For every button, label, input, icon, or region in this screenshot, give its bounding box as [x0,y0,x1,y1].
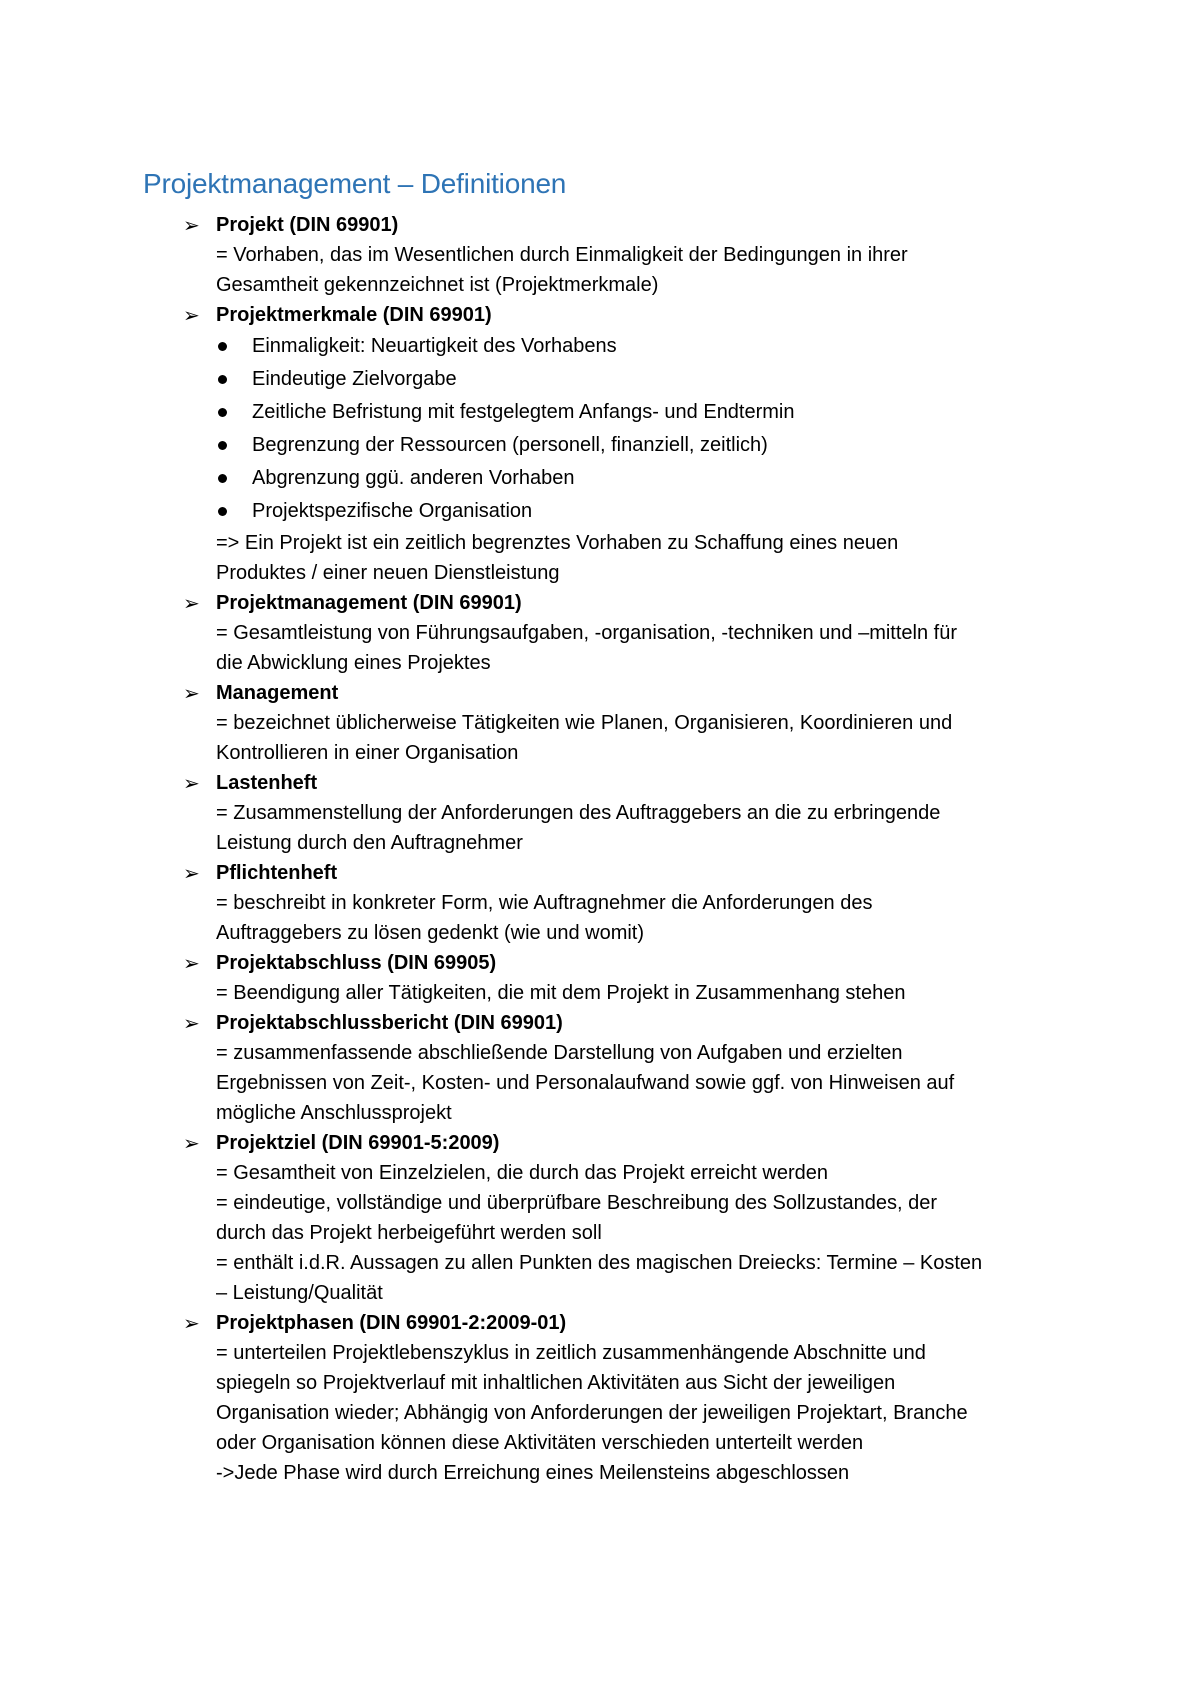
arrowhead-bullet-icon: ➢ [183,953,200,975]
arrowhead-bullet-icon: ➢ [183,1133,200,1155]
arrowhead-bullet-icon: ➢ [183,305,200,327]
definition-text-line: = Zusammenstellung der Anforderungen des Auftraggebers an die zu erbringende [216,802,941,824]
definition-heading: Projektphasen (DIN 69901-2:2009-01) [216,1312,567,1334]
definition-heading: Projektziel (DIN 69901-5:2009) [216,1132,500,1154]
arrowhead-bullet-icon: ➢ [183,215,200,237]
definition-heading: Pflichtenheft [216,862,338,884]
definition-text-line: = beschreibt in konkreter Form, wie Auftragnehmer die Anforderungen des [216,892,873,914]
list-item [216,429,1083,462]
arrowhead-bullet-icon: ➢ [183,1313,200,1335]
list-item [216,495,1083,528]
definition-entry [183,300,1083,588]
definition-text-line: = unterteilen Projektlebenszyklus in zeitlich zusammenhängende Abschnitte und [216,1342,926,1364]
list-item-text: Zeitliche Befristung mit festgelegtem Anfangs- und Endtermin [252,401,795,423]
round-bullet-icon [218,408,227,417]
definition-heading: Projekt (DIN 69901) [216,214,399,236]
definition-text-line: = enthält i.d.R. Aussagen zu allen Punkten des magischen Dreiecks: Termine – Kosten [216,1252,983,1274]
definition-text-line: Organisation wieder; Abhängig von Anforderungen der jeweiligen Projektart, Branche [216,1402,968,1424]
definition-entry [183,858,1083,948]
list-item [216,396,1083,429]
round-bullet-icon [218,375,227,384]
definition-text-line: Produktes / einer neuen Dienstleistung [216,562,560,584]
definition-heading: Projektmanagement (DIN 69901) [216,592,522,614]
definition-text-line: – Leistung/Qualität [216,1282,383,1304]
round-bullet-icon [218,441,227,450]
definition-entry [183,588,1083,678]
round-bullet-icon [218,342,227,351]
definition-heading: Projektmerkmale (DIN 69901) [216,304,492,326]
definition-text-line: = Vorhaben, das im Wesentlichen durch Einmaligkeit der Bedingungen in ihrer [216,244,908,266]
list-item-text: Begrenzung der Ressourcen (personell, finanziell, zeitlich) [252,434,768,456]
list-item-text: Abgrenzung ggü. anderen Vorhaben [252,467,575,489]
definition-text-line: = zusammenfassende abschließende Darstellung von Aufgaben und erzielten [216,1042,903,1064]
list-item [216,330,1083,363]
list-item-text: Einmaligkeit: Neuartigkeit des Vorhabens [252,335,617,357]
definition-entry [183,210,1083,300]
definition-entry [183,768,1083,858]
definition-entry [183,678,1083,768]
arrowhead-bullet-icon: ➢ [183,683,200,705]
definition-text-line: = Beendigung aller Tätigkeiten, die mit dem Projekt in Zusammenhang stehen [216,982,906,1004]
definition-text-line: = Gesamtheit von Einzelzielen, die durch das Projekt erreicht werden [216,1162,828,1184]
list-item [216,462,1083,495]
definition-text-line: oder Organisation können diese Aktivitäten verschieden unterteilt werden [216,1432,864,1454]
arrowhead-bullet-icon: ➢ [183,773,200,795]
list-item-text: Eindeutige Zielvorgabe [252,368,457,390]
definition-text-line: => Ein Projekt ist ein zeitlich begrenztes Vorhaben zu Schaffung eines neuen [216,532,899,554]
definition-text-line: Leistung durch den Auftragnehmer [216,832,523,854]
definition-text-line: = eindeutige, vollständige und überprüfbare Beschreibung des Sollzustandes, der [216,1192,938,1214]
definitions-list [183,210,1083,1488]
definition-heading: Lastenheft [216,772,318,794]
round-bullet-icon [218,507,227,516]
definition-text-line: durch das Projekt herbeigeführt werden soll [216,1222,602,1244]
feature-bullet-list [216,330,1083,528]
definition-text-line: die Abwicklung eines Projektes [216,652,491,674]
definition-entry [183,948,1083,1008]
page-title: Projektmanagement – Definitionen [143,168,567,199]
definition-text-line: mögliche Anschlussprojekt [216,1102,452,1124]
round-bullet-icon [218,474,227,483]
arrowhead-bullet-icon: ➢ [183,593,200,615]
definition-entry [183,1008,1083,1128]
list-item-text: Projektspezifische Organisation [252,500,533,522]
definition-heading: Projektabschluss (DIN 69905) [216,952,497,974]
definition-text-line: Auftraggebers zu lösen gedenkt (wie und womit) [216,922,645,944]
definition-entry [183,1128,1083,1308]
definition-text-line: Gesamtheit gekennzeichnet ist (Projektmerkmale) [216,274,659,296]
definition-text-line: Ergebnissen von Zeit-, Kosten- und Personalaufwand sowie ggf. von Hinweisen auf [216,1072,955,1094]
arrowhead-bullet-icon: ➢ [183,1013,200,1035]
definition-text-line: = bezeichnet üblicherweise Tätigkeiten wie Planen, Organisieren, Koordinieren und [216,712,953,734]
arrowhead-bullet-icon: ➢ [183,863,200,885]
definition-text-line: ->Jede Phase wird durch Erreichung eines Meilensteins abgeschlossen [216,1462,850,1484]
definition-text-line: Kontrollieren in einer Organisation [216,742,519,764]
definition-text-line: spiegeln so Projektverlauf mit inhaltlichen Aktivitäten aus Sicht der jeweiligen [216,1372,896,1394]
definition-heading: Projektabschlussbericht (DIN 69901) [216,1012,563,1034]
definition-entry [183,1308,1083,1488]
definition-heading: Management [216,682,339,704]
list-item [216,363,1083,396]
definition-text-line: = Gesamtleistung von Führungsaufgaben, -organisation, -techniken und –mitteln für [216,622,957,644]
